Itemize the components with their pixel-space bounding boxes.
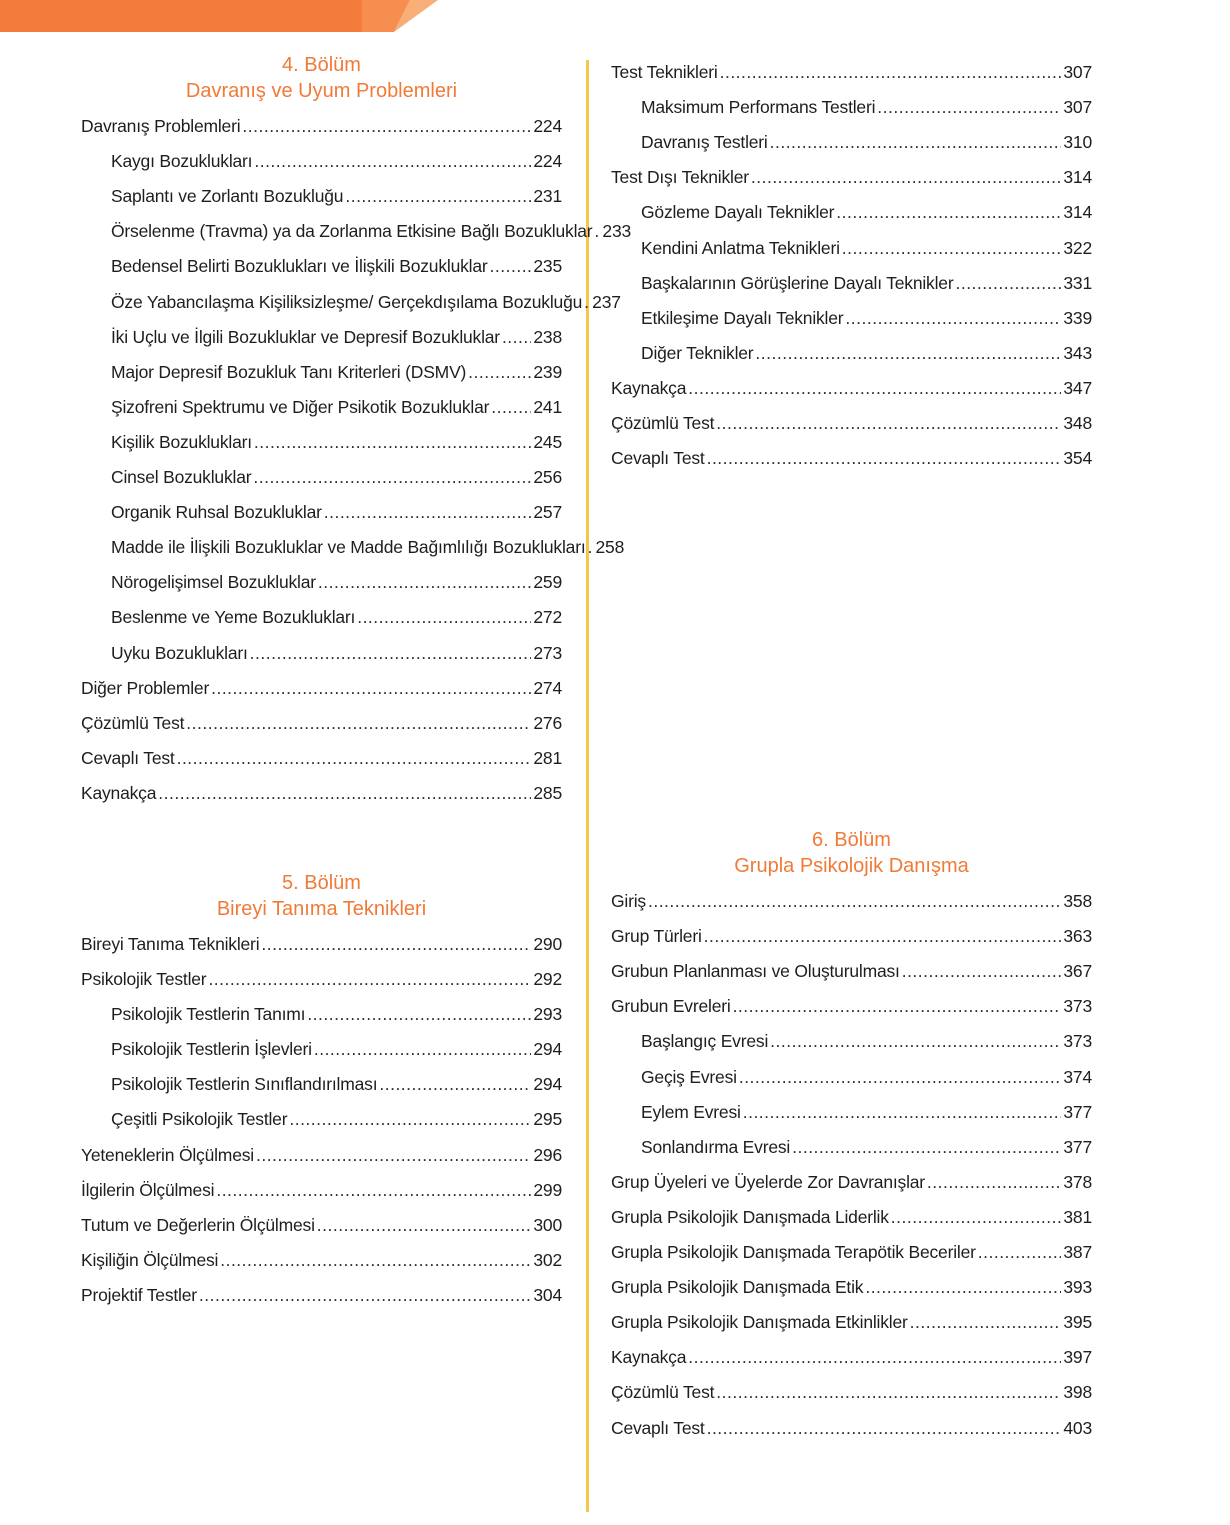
toc-page-number: 281 — [533, 747, 562, 768]
chapter-4-heading — [81, 52, 562, 104]
toc-dot-leader — [753, 340, 1061, 366]
toc-subentry — [81, 490, 562, 525]
toc-entry — [81, 922, 562, 957]
toc-page-number: 307 — [1063, 97, 1092, 118]
toc-page-number: 233 — [602, 221, 632, 242]
toc-entry-title: Başkalarının Görüşlerine Dayalı Teknikler — [641, 272, 954, 293]
toc-entry-title: Yeteneklerin Ölçülmesi — [81, 1144, 254, 1165]
toc-page-number: 377 — [1063, 1136, 1092, 1157]
toc-page-number: 381 — [1063, 1206, 1092, 1227]
right-column-top — [611, 50, 1092, 471]
toc-page-number: 310 — [1063, 132, 1092, 153]
toc-entry — [81, 1203, 562, 1238]
band-main — [0, 0, 394, 32]
toc-dot-leader — [737, 1064, 1062, 1090]
toc-page-number: 235 — [533, 256, 562, 277]
chapter-5-heading — [81, 870, 562, 922]
toc-entry-title: Grupla Psikolojik Danışmada Etik — [611, 1277, 864, 1298]
toc-dot-leader — [252, 429, 531, 455]
toc-page-number: 241 — [533, 396, 562, 417]
toc-entry-title: Psikolojik Testlerin Sınıflandırılması — [111, 1074, 378, 1095]
toc-entry-title: İlgilerin Ölçülmesi — [81, 1179, 215, 1200]
toc-subentry — [81, 279, 621, 314]
toc-page-number: 304 — [533, 1284, 562, 1305]
decorative-top-band — [0, 0, 440, 32]
toc-dot-leader — [900, 958, 1062, 984]
toc-dot-leader — [834, 199, 1061, 225]
toc-dot-leader — [768, 1028, 1061, 1054]
toc-page-number: 387 — [1063, 1242, 1092, 1263]
toc-dot-leader — [377, 1071, 531, 1097]
toc-entry-title: Şizofreni Spektrumu ve Diğer Psikotik Bozukluklar — [111, 396, 490, 417]
toc-dot-leader — [953, 270, 1061, 296]
toc-page-number: 373 — [1063, 1031, 1092, 1052]
toc-dot-leader — [488, 253, 532, 279]
toc-entry — [81, 1168, 562, 1203]
toc-page-number: 256 — [533, 467, 562, 488]
toc-subentry — [611, 190, 1092, 225]
toc-entry-title: Bireyi Tanıma Teknikleri — [81, 933, 260, 954]
toc-page-number: 343 — [1063, 342, 1092, 363]
toc-dot-leader — [908, 1309, 1062, 1335]
toc-page-number: 314 — [1063, 202, 1092, 223]
toc-entry-title: Grup Türleri — [611, 926, 702, 947]
toc-subentry — [611, 1054, 1092, 1089]
toc-page-number: 307 — [1063, 62, 1092, 83]
toc-subentry — [81, 209, 632, 244]
toc-entry — [81, 1273, 562, 1308]
toc-entry-title: Çözümlü Test — [81, 712, 185, 733]
toc-subentry — [81, 525, 625, 560]
toc-dot-leader — [254, 1142, 531, 1168]
toc-entry-title: Kişilik Bozuklukları — [111, 431, 252, 452]
toc-entry-title: Çözümlü Test — [611, 413, 715, 434]
toc-entry — [611, 949, 1092, 984]
toc-dot-leader — [840, 235, 1062, 261]
toc-dot-leader — [586, 534, 594, 560]
toc-dot-leader — [218, 1247, 531, 1273]
toc-entry-title: Diğer Teknikler — [641, 342, 754, 363]
toc-entry-title: Kaynakça — [611, 377, 687, 398]
toc-dot-leader — [592, 218, 600, 244]
toc-subentry — [81, 630, 562, 665]
toc-page-number: 238 — [533, 326, 562, 347]
toc-page-number: 290 — [533, 933, 562, 954]
toc-dot-leader — [976, 1239, 1062, 1265]
toc-page-number: 377 — [1063, 1101, 1092, 1122]
toc-entry-title: Bedensel Belirti Bozuklukları ve İlişkili Bozukluklar — [111, 256, 488, 277]
chapter-5-section — [81, 870, 562, 1308]
toc-dot-leader — [875, 94, 1061, 120]
toc-entry-title: Eylem Evresi — [641, 1101, 741, 1122]
toc-dot-leader — [312, 1036, 532, 1062]
toc-page-number: 314 — [1063, 167, 1092, 188]
toc-dot-leader — [705, 1415, 1062, 1441]
toc-entry-title: Çözümlü Test — [611, 1382, 715, 1403]
toc-entry — [611, 879, 1092, 914]
toc-entry-title: Gözleme Dayalı Teknikler — [641, 202, 835, 223]
toc-subentry — [81, 420, 562, 455]
toc-entry-title: Kaynakça — [81, 782, 157, 803]
toc-entry — [611, 1195, 1092, 1230]
toc-entry-title: Kendini Anlatma Teknikleri — [641, 237, 840, 258]
toc-page-number: 347 — [1063, 377, 1092, 398]
toc-entry-title: Maksimum Performans Testleri — [641, 97, 876, 118]
toc-subentry — [81, 1097, 562, 1132]
toc-page-number: 403 — [1063, 1417, 1092, 1438]
toc-page-number: 339 — [1063, 307, 1092, 328]
toc-page-number: 395 — [1063, 1312, 1092, 1333]
toc-dot-leader — [768, 129, 1062, 155]
toc-page-number: 273 — [533, 642, 562, 663]
toc-page-number: 322 — [1063, 237, 1092, 258]
toc-entry-title: Kişiliğin Ölçülmesi — [81, 1249, 219, 1270]
column-divider — [586, 60, 589, 1512]
toc-subentry — [611, 261, 1092, 296]
chapter-4-toc — [81, 104, 632, 806]
toc-dot-leader — [582, 289, 590, 315]
toc-entry-title: Cinsel Bozukluklar — [111, 467, 252, 488]
toc-dot-leader — [718, 59, 1062, 85]
toc-subentry — [81, 350, 562, 385]
toc-dot-leader — [686, 1344, 1061, 1370]
toc-subentry — [81, 244, 562, 279]
toc-entry-title: Psikolojik Testler — [81, 969, 207, 990]
toc-dot-leader — [702, 923, 1062, 949]
chapter-4-number: 4. Bölüm — [282, 54, 361, 76]
toc-entry-title: Grupla Psikolojik Danışmada Liderlik — [611, 1206, 889, 1227]
toc-dot-leader — [252, 148, 531, 174]
toc-subentry — [81, 560, 562, 595]
right-column-bottom — [611, 827, 1092, 1441]
chapter-5-toc-continued — [611, 50, 1092, 471]
toc-page-number: 258 — [595, 537, 625, 558]
toc-entry-title: Uyku Bozuklukları — [111, 642, 248, 663]
toc-dot-leader — [646, 888, 1061, 914]
toc-page-number: 293 — [533, 1004, 562, 1025]
toc-entry — [81, 957, 562, 992]
toc-page-number: 231 — [533, 186, 562, 207]
toc-entry — [611, 366, 1092, 401]
toc-entry — [611, 1370, 1092, 1405]
toc-entry — [611, 984, 1092, 1019]
toc-page-number: 257 — [533, 502, 562, 523]
toc-entry — [611, 1230, 1092, 1265]
toc-entry — [611, 155, 1092, 190]
toc-entry-title: Nörogelişimsel Bozukluklar — [111, 572, 316, 593]
toc-dot-leader — [206, 966, 531, 992]
toc-entry-title: Davranış Testleri — [641, 132, 768, 153]
toc-dot-leader — [355, 604, 531, 630]
toc-dot-leader — [197, 1282, 531, 1308]
toc-entry-title: Psikolojik Testlerin Tanımı — [111, 1004, 306, 1025]
toc-entry — [81, 736, 562, 771]
toc-subentry — [81, 1062, 562, 1097]
toc-page-number: 259 — [533, 572, 562, 593]
toc-entry — [81, 104, 562, 139]
toc-dot-leader — [305, 1001, 531, 1027]
toc-entry-title: Çeşitli Psikolojik Testler — [111, 1109, 288, 1130]
toc-page-number: 245 — [533, 431, 562, 452]
toc-dot-leader — [214, 1177, 531, 1203]
toc-dot-leader — [889, 1204, 1062, 1230]
toc-entry-title: Beslenme ve Yeme Bozuklukları — [111, 607, 356, 628]
toc-page-number: 302 — [533, 1249, 562, 1270]
toc-entry-title: İki Uçlu ve İlgili Bozukluklar ve Depresif Bozukluklar — [111, 326, 500, 347]
toc-entry-title: Saplantı ve Zorlantı Bozukluğu — [111, 186, 344, 207]
toc-dot-leader — [156, 780, 531, 806]
toc-entry-title: Geçiş Evresi — [641, 1066, 737, 1087]
toc-dot-leader — [714, 1379, 1061, 1405]
toc-entry — [81, 666, 562, 701]
toc-page-number: 239 — [533, 361, 562, 382]
toc-page-number: 378 — [1063, 1171, 1092, 1192]
toc-subentry — [611, 296, 1092, 331]
toc-entry — [611, 1265, 1092, 1300]
toc-page-number: 397 — [1063, 1347, 1092, 1368]
chapter-4-section — [81, 52, 632, 806]
toc-page-number: 367 — [1063, 961, 1092, 982]
toc-page-number: 294 — [533, 1074, 562, 1095]
toc-entry-title: Cevaplı Test — [611, 1417, 705, 1438]
toc-dot-leader — [705, 445, 1062, 471]
toc-entry-title: Etkileşime Dayalı Teknikler — [641, 307, 844, 328]
toc-dot-leader — [863, 1274, 1061, 1300]
toc-entry — [611, 914, 1092, 949]
toc-dot-leader — [240, 113, 531, 139]
toc-entry-title: Test Teknikleri — [611, 62, 718, 83]
toc-entry — [81, 771, 562, 806]
chapter-5-number: 5. Bölüm — [282, 871, 361, 894]
toc-dot-leader — [714, 410, 1061, 436]
chapter-6-number: 6. Bölüm — [812, 829, 891, 851]
toc-page-number: 295 — [533, 1109, 562, 1130]
toc-page-number: 292 — [533, 969, 562, 990]
toc-entry — [611, 1335, 1092, 1370]
toc-dot-leader — [741, 1099, 1062, 1125]
chapter-6-toc — [611, 879, 1092, 1441]
toc-dot-leader — [175, 745, 532, 771]
toc-subentry — [81, 992, 562, 1027]
toc-entry-title: Grupla Psikolojik Danışmada Etkinlikler — [611, 1312, 908, 1333]
toc-page-number: 348 — [1063, 413, 1092, 434]
toc-entry-title: Kaygı Bozuklukları — [111, 151, 253, 172]
toc-entry-title: Örselenme (Travma) ya da Zorlanma Etkisine Bağlı Bozukluklar — [111, 221, 593, 242]
toc-entry — [611, 50, 1092, 85]
toc-entry — [81, 1238, 562, 1273]
toc-page-number: 285 — [533, 782, 562, 803]
toc-page-number: 274 — [533, 677, 562, 698]
toc-entry-title: Davranış Problemleri — [81, 116, 241, 137]
toc-entry-title: Psikolojik Testlerin İşlevleri — [111, 1039, 312, 1060]
toc-subentry — [611, 225, 1092, 260]
toc-page-number: 374 — [1063, 1066, 1092, 1087]
toc-subentry — [611, 1125, 1092, 1160]
toc-entry-title: Diğer Problemler — [81, 677, 210, 698]
toc-entry — [611, 1405, 1092, 1440]
toc-entry — [611, 1300, 1092, 1335]
toc-dot-leader — [686, 375, 1061, 401]
chapter-5-toc — [81, 922, 562, 1308]
toc-entry-title: Giriş — [611, 891, 646, 912]
toc-page-number: 393 — [1063, 1277, 1092, 1298]
toc-entry-title: Projektif Testler — [81, 1284, 197, 1305]
toc-dot-leader — [322, 499, 532, 525]
toc-entry-title: Madde ile İlişkili Bozukluklar ve Madde Bağımlılığı Bozuklukları — [111, 537, 586, 558]
toc-entry-title: Major Depresif Bozukluk Tanı Kriterleri (DSMV) — [111, 361, 467, 382]
toc-page-number: 331 — [1063, 272, 1092, 293]
toc-page-number: 237 — [592, 291, 621, 312]
toc-entry-title: Sonlandırma Evresi — [641, 1136, 791, 1157]
toc-dot-leader — [259, 931, 531, 957]
toc-page-number: 224 — [533, 151, 562, 172]
toc-subentry — [81, 385, 562, 420]
toc-dot-leader — [843, 305, 1061, 331]
toc-dot-leader — [248, 640, 532, 666]
toc-subentry — [611, 331, 1092, 366]
toc-subentry — [81, 139, 562, 174]
toc-entry-title: Grup Üyeleri ve Üyelerde Zor Davranışlar — [611, 1171, 925, 1192]
toc-subentry — [81, 315, 562, 350]
chapter-6-section — [611, 827, 1092, 1441]
toc-entry — [611, 401, 1092, 436]
toc-entry-title: Test Dışı Teknikler — [611, 167, 749, 188]
toc-dot-leader — [287, 1106, 531, 1132]
toc-page-number: 354 — [1063, 448, 1092, 469]
toc-dot-leader — [251, 464, 531, 490]
toc-page-number: 296 — [533, 1144, 562, 1165]
toc-dot-leader — [489, 394, 531, 420]
toc-page-number: 398 — [1063, 1382, 1092, 1403]
chapter-5-title: Bireyi Tanıma Teknikleri — [216, 897, 427, 920]
chapter-4-title: Davranış ve Uyum Problemleri — [185, 80, 458, 102]
toc-page-number: 300 — [533, 1214, 562, 1235]
toc-dot-leader — [731, 993, 1062, 1019]
toc-dot-leader — [184, 710, 531, 736]
toc-dot-leader — [316, 569, 532, 595]
toc-entry — [611, 1160, 1092, 1195]
toc-page-number: 358 — [1063, 891, 1092, 912]
toc-entry — [611, 436, 1092, 471]
toc-page-number: 294 — [533, 1039, 562, 1060]
toc-entry-title: Grubun Evreleri — [611, 996, 731, 1017]
toc-entry — [81, 701, 562, 736]
toc-subentry — [611, 1090, 1092, 1125]
toc-page-number: 299 — [533, 1179, 562, 1200]
toc-dot-leader — [466, 359, 531, 385]
toc-subentry — [81, 595, 562, 630]
toc-entry-title: Cevaplı Test — [611, 448, 705, 469]
toc-subentry — [81, 455, 562, 490]
toc-subentry — [611, 85, 1092, 120]
toc-page-number: 373 — [1063, 996, 1092, 1017]
toc-entry-title: Öze Yabancılaşma Kişiliksizleşme/ Gerçekdışılama Bozukluğu — [111, 291, 583, 312]
toc-dot-leader — [315, 1212, 532, 1238]
toc-subentry — [81, 1027, 562, 1062]
toc-entry — [81, 1132, 562, 1167]
toc-subentry — [611, 1019, 1092, 1054]
toc-dot-leader — [749, 164, 1062, 190]
toc-entry-title: Grubun Planlanması ve Oluşturulması — [611, 961, 900, 982]
toc-entry-title: Organik Ruhsal Bozukluklar — [111, 502, 322, 523]
toc-subentry — [81, 174, 562, 209]
toc-entry-title: Cevaplı Test — [81, 747, 175, 768]
toc-subentry — [611, 120, 1092, 155]
toc-entry-title: Tutum ve Değerlerin Ölçülmesi — [81, 1214, 315, 1235]
toc-dot-leader — [790, 1134, 1061, 1160]
toc-page-number: 224 — [533, 116, 562, 137]
toc-entry-title: Başlangıç Evresi — [641, 1031, 769, 1052]
toc-entry-title: Grupla Psikolojik Danışmada Terapötik Beceriler — [611, 1242, 976, 1263]
toc-page-number: 276 — [533, 712, 562, 733]
toc-dot-leader — [500, 324, 531, 350]
toc-page-number: 272 — [533, 607, 562, 628]
toc-dot-leader — [925, 1169, 1061, 1195]
toc-dot-leader — [343, 183, 531, 209]
toc-page-number: 363 — [1063, 926, 1092, 947]
toc-dot-leader — [209, 675, 531, 701]
toc-entry-title: Kaynakça — [611, 1347, 687, 1368]
chapter-6-heading — [611, 827, 1092, 879]
chapter-6-title: Grupla Psikolojik Danışma — [734, 855, 969, 877]
